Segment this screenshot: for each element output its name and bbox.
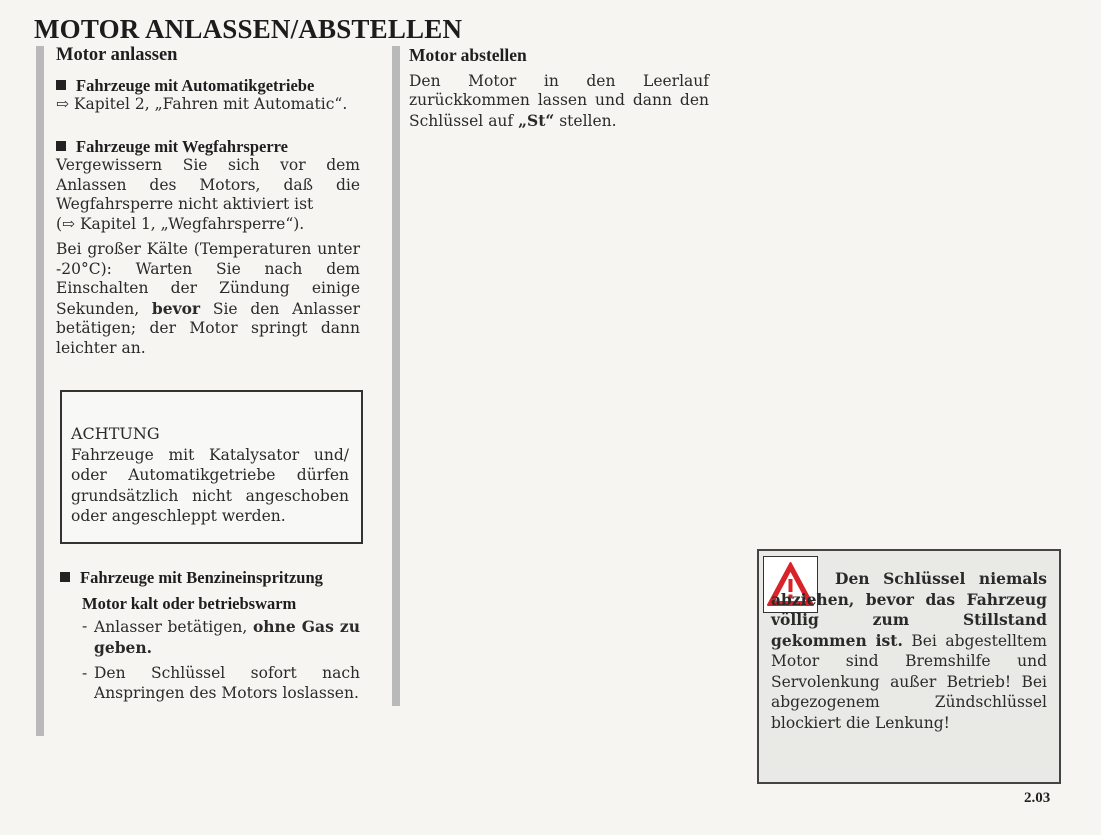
section-heading-start: Motor anlassen [56,45,178,65]
automatic-title: Fahrzeuge mit Automatikgetriebe [76,75,315,95]
step-1: - Anlasser betätigen, ohne Gas zu geben. [82,617,360,657]
caution-box [60,390,363,544]
bullet-injection [60,568,360,588]
left-margin-bar [36,46,44,736]
warning-text [771,569,1047,733]
injection-section [60,568,360,703]
middle-column [409,46,709,131]
immobilizer-title: Fahrzeuge mit Wegfahrsperre [76,136,289,156]
section-heading-stop: Motor abstellen [409,45,527,65]
caution-text: Fahrzeuge mit Katalysator und/ oder Automatikgetriebe dürfen grundsätzlich nicht angeschoben oder angeschleppt werden. [71,445,349,525]
square-bullet-icon [60,572,70,582]
injection-subtitle: Motor kalt oder betriebswarm [82,593,297,613]
warning-bold-text: Den Schlüssel niemals abziehen, bevor das Fahrzeug völlig zum Stillstand gekommen ist. [771,569,1047,650]
immobilizer-ref: (⇨ Kapitel 1, „Wegfahrsperre“). [56,214,305,233]
cold-weather-text: Bei großer Kälte (Temperaturen unter -20°C): Warten Sie nach dem Einschalten der Zündung einige Sekunden, bevor Sie den Anlasser betätigen; der Motor springt dann leichter an. [56,240,360,357]
warning-regular-text: Bei abgestelltem Motor sind Bremshilfe und Servolenkung außer Betrieb! Bei abgezogenem Zündschlüssel blockiert die Lenkung! [771,631,1048,732]
injection-title: Fahrzeuge mit Benzineinspritzung [80,568,323,587]
caution-title: ACHTUNG [71,424,160,443]
step-2: - Den Schlüssel sofort nach Anspringen des Motors loslassen. [82,664,360,702]
square-bullet-icon [56,141,66,151]
immobilizer-text: Vergewissern Sie sich vor dem Anlassen des Motors, daß die Wegfahrsperre nicht aktiviert ist [56,156,360,213]
page-title: MOTOR ANLASSEN/ABSTELLEN [34,14,463,44]
stop-text: Den Motor in den Leerlauf zurückkommen lassen und dann den Schlüssel auf „St“ stellen. [409,71,709,130]
middle-margin-bar [392,46,400,706]
automatic-text: ⇨ Kapitel 2, „Fahren mit Automatic“. [56,95,348,113]
left-column [56,46,360,358]
bullet-automatic [56,76,360,96]
warning-box [757,549,1061,784]
square-bullet-icon [56,80,66,90]
bullet-immobilizer [56,137,360,157]
page-number: 2.03 [1024,790,1051,806]
